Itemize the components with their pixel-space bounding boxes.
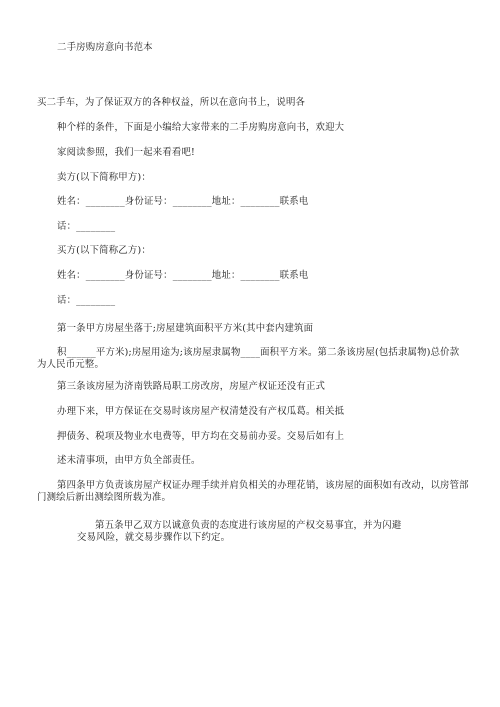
article-2-line: 积______平方米);房屋用途为;该房屋隶属物____面积平方米。第二条该房屋(包括隶属物)总价款 [57, 347, 460, 358]
article-3-line: 述未清事项，由甲方负全部责任。 [57, 455, 201, 466]
buyer-info-line: 姓名：________身份证号：________地址：________联系电 [57, 270, 309, 281]
article-5-line: 第五条甲乙双方以诚意负责的态度进行该房屋的产权交易事宜，并为闪避 [95, 520, 402, 531]
intro-line: 家阅读参照，我们一起来看看吧! [57, 147, 196, 158]
intro-line: 种个样的条件，下面是小编给大家带来的二手房购房意向书，欢迎大 [57, 122, 345, 133]
document-title: 二手房购房意向书范本 [57, 42, 153, 53]
article-5-line: 交易风险，就交易步骤作以下约定。 [77, 532, 231, 543]
buyer-heading: 买方(以下简称乙方)： [57, 245, 151, 256]
article-3-line: 第三条该房屋为济南铁路局职工房改房，房屋产权证还没有正式 [57, 381, 326, 392]
article-3-line: 押债务、税项及物业水电费等，甲方均在交易前办妥。交易后如有上 [57, 431, 345, 442]
seller-heading: 卖方(以下简称甲方)： [57, 172, 151, 183]
article-1-line: 第一条甲方房屋坐落于;房屋建筑面积平方米(其中套内建筑面 [57, 323, 314, 334]
seller-phone-line: 话：________ [57, 221, 116, 232]
article-2-line: 为人民币元整。 [37, 359, 105, 370]
article-4-line: 第四条甲方负责该房屋产权证办理手续并肩负相关的办理花销，该房屋的面积如有改动，以房管部 [57, 480, 469, 491]
intro-line: 买二手车，为了保证双方的各种权益，所以在意向书上，说明各 [37, 97, 306, 108]
seller-info-line: 姓名：________身份证号：________地址：________联系电 [57, 196, 309, 207]
article-4-line: 门测绘后新出测绘图所载为准。 [37, 492, 172, 503]
buyer-phone-line: 话：________ [57, 295, 116, 306]
article-3-line: 办理下来，甲方保证在交易时该房屋产权清楚没有产权瓜葛。相关抵 [57, 406, 345, 417]
